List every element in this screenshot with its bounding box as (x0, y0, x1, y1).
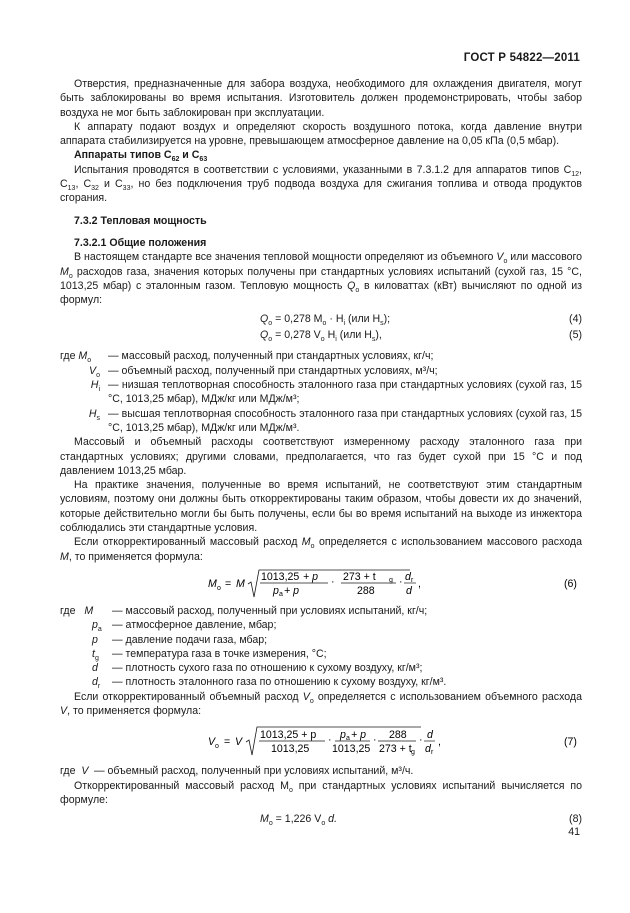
eq6-den1: p (273, 584, 279, 597)
svg-text:,: , (418, 577, 421, 590)
eq7-dd2: d (425, 743, 431, 756)
eq6-c2-sub: g (389, 576, 393, 584)
definition-item: $V_o$ — объемный расход, полученный при стандартных условиях, м³/ч; (89, 364, 438, 379)
definitions-list-2 (60, 604, 582, 690)
definition-item: p — давление подачи газа, мбар; (92, 633, 268, 646)
eq7-n3: 288 (389, 729, 407, 742)
paragraph: Отверстия, предназначенные для забора воздуха, необходимого для охлаждения двигателя, могут быть заблокированы во время испытания. Изготовитель должен продемонстрировать, чтобы забор воздуха не мог быть заблокирован при эксплуатации. (60, 78, 582, 119)
paragraph: В настоящем стандарте все значения тепловой мощности определяют из объемного $V_o$ или массового $M_o$ расходов газа, значения которых получены при стандартных условиях испытаний (сухой газ, 15 °С, 1013,25 мбар) с эталонным газом. Тепловую мощность $Q_o$ в киловаттах (кВт) вычисляют по одной из формул: (60, 251, 582, 307)
paragraph: Если откорректированный массовый расход $M_o$ определяется с использованием массового расхода M, то применяется формула: (60, 536, 582, 563)
equation-7 (60, 718, 582, 764)
section-heading-7-3-2: 7.3.2 Тепловая мощность (74, 214, 207, 227)
definitions-list-1 (60, 349, 582, 435)
definition-item: $t_g$ — температура газа в точке измерения, °С; (92, 647, 327, 662)
eq7-d1: 1013,25 (271, 743, 310, 756)
definition-item: $H_i$ — низшая теплотворная способность эталонного газа при стандартных условиях (сухой газ, 15 °С, 1013,25 мбар), МДж/кг или МДж/м³; (90, 379, 582, 406)
equation-number: (8) (569, 813, 582, 826)
definition-item: $d_r$ — плотность эталонного газа по отношению к сухому воздуху, кг/м³. (92, 676, 447, 691)
paragraph: На практике значения, полученные во время испытаний, не соответствуют этим стандартным условиям, поэтому они должны быть откорректированы таким образом, чтобы довести их до значений, которые действительно могли бы быть получены, если бы во время испытаний на выходе из инжектора соблюдались эти стандартные условия. (60, 479, 582, 535)
eq6-dr-sub: r (411, 576, 414, 584)
eq7-dd2-sub: r (431, 749, 434, 757)
svg-text:o: o (217, 584, 221, 592)
document-body (60, 77, 582, 828)
standard-header: ГОСТ Р 54822—2011 (463, 52, 580, 64)
definition-item: где $M_o$ — массовый расход, полученный при стандартных условиях, кг/ч; (60, 350, 434, 365)
definition-item: где M — массовый расход, полученный при условиях испытаний, кг/ч; (60, 604, 428, 617)
page-number: 41 (568, 826, 580, 838)
definition-item: где V — объемный расход, полученный при условиях испытаний, м³/ч. (60, 765, 414, 778)
svg-text:M: M (208, 577, 217, 590)
svg-text:·: · (331, 575, 335, 588)
definition-item: d — плотность сухого газа по отношению к сухому воздуху, кг/м³; (92, 662, 423, 675)
svg-text:=: = (225, 577, 232, 590)
eq7-dd: d (427, 729, 433, 742)
paragraph: К аппарату подают воздух и определяют скорость воздушного потока, когда давление внутри аппарата стабилизируется на уровне, превышающем атмосферное давление на 0,05 кПа (0,5 мбар). (60, 120, 582, 148)
paragraph: Если откорректированный объемный расход $V_o$ определяется с использованием объемного расхода V, то применяется формула: (60, 690, 582, 717)
eq6-plus-p: + p (303, 570, 319, 583)
eq6-den1-sub: a (279, 590, 283, 598)
equation-number: (4) (569, 313, 582, 326)
svg-text:·: · (399, 575, 403, 588)
svg-text:V: V (208, 736, 216, 749)
svg-text:o: o (215, 743, 219, 751)
svg-text:·: · (419, 734, 423, 747)
equation-5: $Q_o = 0,278$ $V_o$ $H_i$ (или $H_s$), (5) (260, 329, 582, 344)
paragraph: Испытания проводятся в соответствии с условиями, указанными в 7.3.1.2 для аппаратов типов $C_{12}$, $C_{13}$, $C_{32}$ и $C_{33}$, но без подключения труб подвода воздуха для сжигания топлива и отвода продуктов сгорания. (60, 163, 582, 205)
eq6-den1-rest: + p (284, 584, 300, 597)
eq6-den2: 288 (357, 584, 375, 597)
equation-6 (60, 564, 582, 604)
svg-text:V: V (235, 736, 243, 749)
equation-4: $Q_o = 0,278$ $M_o \cdot H_i$ (или $H_s$); (4) (260, 313, 582, 328)
eq6-dr: d (405, 570, 411, 583)
subheading-c62: Аппараты типов $C_{62}$ и $C_{63}$ (74, 149, 208, 164)
eq7-d2: 1013,25 (332, 743, 371, 756)
eq6-c2: 273 + t (343, 570, 376, 583)
section-heading-7-3-2-1: 7.3.2.1 Общие положения (74, 236, 207, 249)
svg-text:,: , (438, 736, 441, 749)
paragraph: Массовый и объемный расходы соответствуют измеренному расходу эталонного газа при стандартных условиях; другими словами, предполагается, что газ будет сухой при 15 °С и под давлением 1013,25 мбар. (60, 436, 582, 477)
eq6-c1: 1013,25 (261, 570, 300, 583)
eq7-d3-sub: g (411, 749, 415, 757)
equation-number: (5) (569, 329, 582, 342)
equation-8: $M_o = 1,226$ $V_o$ d. (8) (260, 813, 582, 828)
eq7-d3: 273 + t (379, 743, 412, 756)
eq6-d: d (406, 584, 412, 597)
definition-item: $H_s$ — высшая теплотворная способность эталонного газа при стандартных условиях (сухой газ, 15 °С, 1013,25 мбар), МДж/кг или МДж/м³. (88, 407, 582, 434)
svg-text:·: · (373, 734, 377, 747)
definition-item: $p_a$ — атмосферное давление, мбар; (92, 619, 277, 634)
svg-text:=: = (224, 736, 231, 749)
eq7-c1: 1013,25 + p (260, 729, 317, 742)
eq7-n2-rest: + p (351, 729, 367, 742)
svg-text:M: M (236, 577, 245, 590)
equation-number: (6) (564, 577, 577, 590)
equation-number: (7) (564, 736, 577, 749)
paragraph: Откорректированный массовый расход $M_o$ при стандартных условиях испытаний вычисляется по формуле: (60, 779, 582, 806)
svg-text:·: · (328, 734, 332, 747)
eq7-n2-sub: a (346, 735, 350, 743)
eq7-n2: p (340, 729, 346, 742)
